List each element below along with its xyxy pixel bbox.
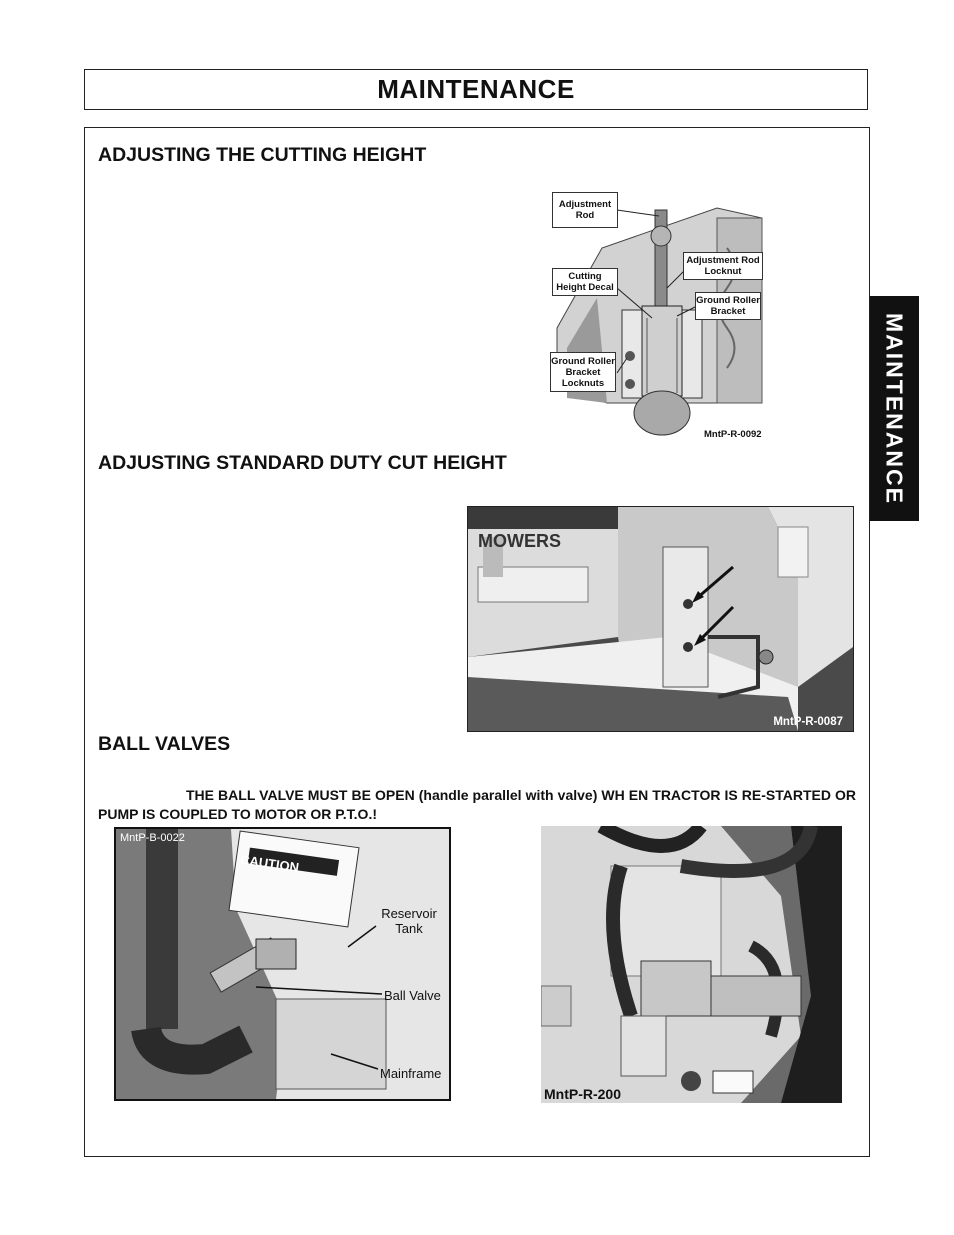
ball-valve-warning-text: THE BALL VALVE MUST BE OPEN (handle parallel with valve) WH EN TRACTOR IS RE-STARTED OR PUMP IS COUPLED TO MOTOR OR P.T.O.! (98, 787, 856, 822)
section-side-tab (869, 296, 919, 521)
page-header (84, 69, 868, 110)
figure-code-0087: MntP-R-0087 (773, 716, 843, 728)
figure-code-b0022: MntP-B-0022 (120, 832, 185, 844)
callout-adjustment-rod: Adjustment Rod (552, 192, 618, 228)
side-tab-label: MAINTENANCE (881, 312, 908, 505)
figure-standard-duty-photo (468, 507, 853, 731)
page-title: MAINTENANCE (377, 74, 575, 104)
figure-pump-photo (541, 826, 842, 1103)
label-reservoir-tank: Reservoir Tank (381, 906, 437, 936)
figure-pump (541, 826, 842, 1103)
label-ball-valve: Ball Valve (384, 988, 441, 1003)
label-mainframe: Mainframe (380, 1066, 442, 1081)
figure-code-r200: MntP-R-200 (544, 1086, 622, 1102)
ball-valve-warning (98, 786, 856, 824)
heading-standard-duty: ADJUSTING STANDARD DUTY CUT HEIGHT (98, 452, 507, 474)
figure-adjustment-rod (547, 188, 767, 443)
figure-ball-valve (114, 827, 451, 1101)
callout-cutting-height-decal: Cutting Height Decal (552, 268, 618, 296)
callout-ground-roller-bracket-locknuts: Ground Roller Bracket Locknuts (550, 352, 616, 392)
heading-cutting-height: ADJUSTING THE CUTTING HEIGHT (98, 144, 427, 166)
callout-adjustment-rod-locknut: Adjustment Rod Locknut (683, 252, 763, 280)
caution-decal-text: CAUTION (239, 851, 300, 876)
figure-standard-duty (467, 506, 854, 732)
figure-code-0092: MntP-R-0092 (704, 429, 762, 440)
callout-ground-roller-bracket: Ground Roller Bracket (695, 292, 761, 320)
heading-ball-valves: BALL VALVES (98, 733, 231, 755)
mowers-decal-text: MOWERS (478, 531, 561, 551)
